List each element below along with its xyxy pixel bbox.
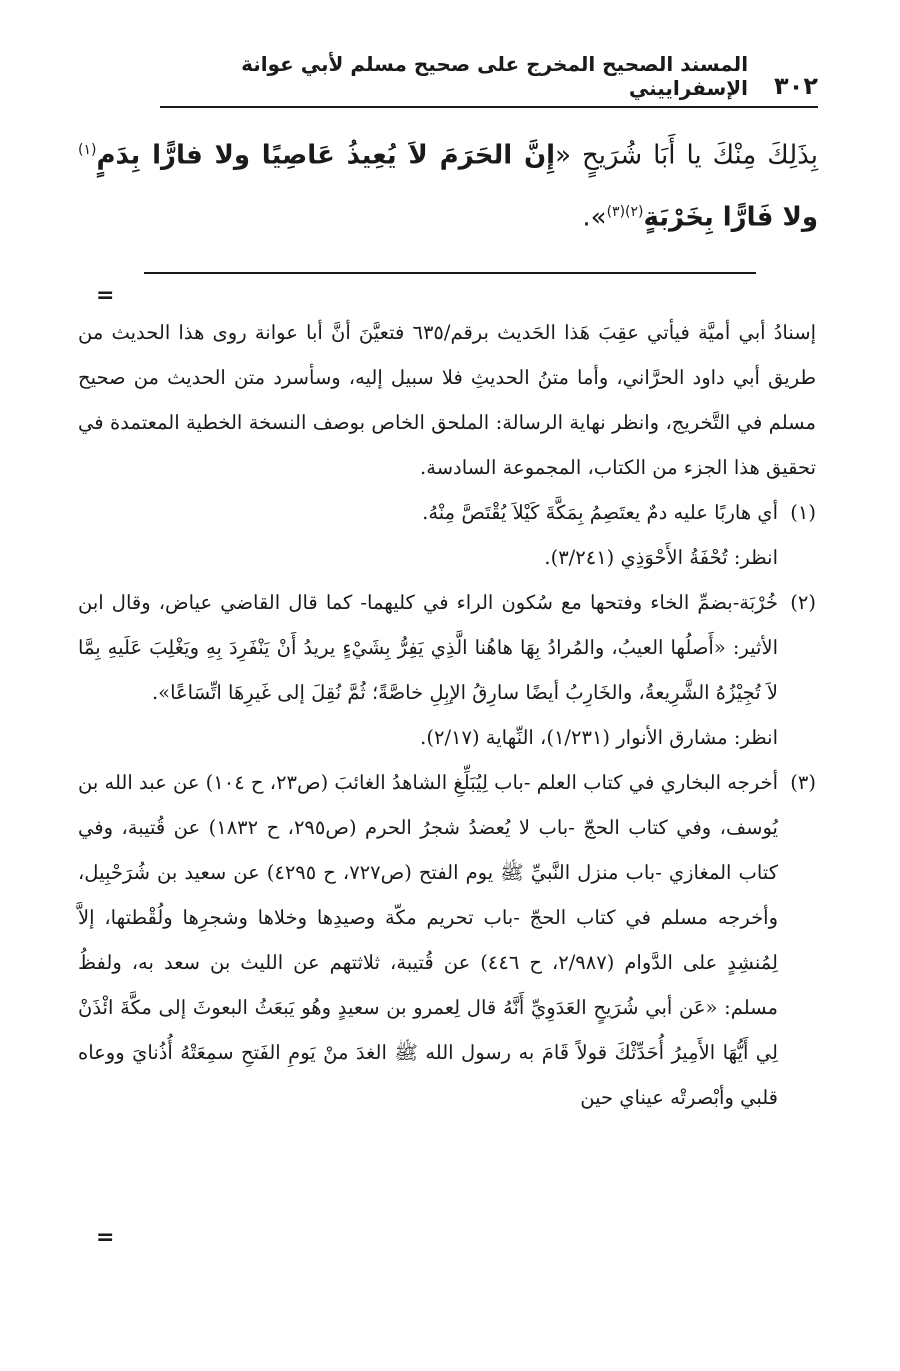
footnote-paragraph: انظر: تُحْفَةُ الأَحْوَذِي (٣/٢٤١).	[544, 546, 778, 569]
footnote-body	[78, 490, 778, 580]
footnote-paragraph: أخرجه البخاري في كتاب العلم -باب لِيُبَلِّغِ الشاهدُ الغائبَ (ص٢٣، ح ١٠٤) عن عبد الله بن يُوسف، وفي كتاب الحجّ -باب لا يُعضدُ شجرُ الحرم (ص٢٩٥، ح ١٨٣٢) عن قُتيبة، وفي كتاب المغازي -باب منزل النَّبيِّ ﷺ يوم الفتح (ص٧٢٧، ح ٤٢٩٥) عن سعيد بن شُرَحْبِيل، وأخرجه مسلم في كتاب الحجّ -باب تحريم مكّة وصيدِها وخلاها وشجرِها ولُقْطتها، إلاَّ لِمُنشِدٍ على الدَّوام (٢/٩٨٧، ح ٤٤٦) عن قُتيبة، ثلاثتهم عن الليث بن سعد به، ولفظُ مسلم: «عَن أبي شُرَيحٍ العَدَوِيِّ أَنَّهُ قال لِعمرو بن سعيدٍ وهُو يَبعَثُ البعوثَ إلى مكَّةَ ائْذَنْ لِي أَيُّهَا الأَمِيرُ أُحَدِّثْكَ قولاً قَامَ به رسول الله ﷺ الغدَ منْ يَومِ الفَتحِ سمِعَتْهُ أُذُنايَ ووعاه قلبي وأبْصرتْه عيناي حين	[78, 771, 778, 1109]
main-text	[78, 122, 818, 245]
footnote-number: (٣)	[790, 771, 816, 794]
page-header	[160, 52, 818, 108]
main-text-closing: ».	[582, 202, 607, 233]
footnote-ref-1: (١)	[78, 142, 97, 158]
footnote-body	[78, 580, 778, 760]
footnote-separator	[144, 272, 756, 274]
footnote-2	[78, 580, 816, 760]
footnotes	[78, 310, 816, 1120]
footnote-number: (٢)	[790, 591, 816, 614]
footnote-paragraph: أي هاربًا عليه دمٌ يعتَصِمُ بِمَكَّةَ كَيْلاَ يُقْتَصَّ مِنْهُ.	[422, 501, 778, 524]
footnote-1	[78, 490, 816, 580]
hadith-text-b: ولا فَارًّا بِخَرْبَةٍ	[643, 202, 818, 233]
footnote-continuation: إسنادُ أبي أميَّة فيأتي عقِبَ هَذا الحَديث برقم/٦٣٥ فتعيَّنَ أنَّ أبا عوانة روى هذا الحديث من طريق أبي داود الحرَّاني، وأما متنُ الحديثِ فلا سبيل إليه، وسأسرد متن الحديث من صحيح مسلم في التَّخريج، وانظر نهاية الرسالة: الملحق الخاص بوصف النسخة الخطية المعتمدة في تحقيق هذا الجزء من الكتاب، المجموعة السادسة.	[78, 321, 816, 479]
hadith-text-a: إِنَّ الحَرَمَ لاَ يُعِيذُ عَاصِيًا ولا فارًّا بِدَمٍ	[96, 140, 556, 171]
main-text-intro: بِذَلِكَ مِنْكَ يا أَبَا شُرَيحٍ «	[555, 140, 819, 171]
footnote-number: (١)	[790, 501, 816, 524]
footnote-ref-2-3: (٢)(٣)	[606, 203, 644, 220]
footnote-paragraph: انظر: مشارق الأنوار (١/٢٣١)، النِّهاية (٢/١٧).	[420, 726, 778, 749]
continuation-mark-top: =	[96, 283, 115, 308]
footnote-body	[78, 760, 778, 1120]
running-title: المسند الصحيح المخرج على صحيح مسلم لأبي عوانة الإسفراييني	[241, 52, 749, 100]
continuation-mark-bottom: =	[96, 1225, 115, 1250]
footnote-3	[78, 760, 816, 1120]
page-number: ٣٠٢	[774, 72, 818, 100]
footnote-paragraph: خُرْبَة-بضمِّ الخاء وفتحها مع سُكون الراء في كليهما- كما قال القاضي عياض، وقال ابن الأثير: «أَصلُها العيبُ، والمُرادُ بِهَا هاهُنا الَّذِي يَفِرُّ بِشَيْءٍ يريدُ أَنْ يَنْفَرِدَ بِهِ ويَغْلِبَ عَلَيهِ بِمَّا لاَ تُجِيْزُهُ الشَّرِيعةُ، والخَارِبُ أيضًا سارِقُ الإبِلِ خاصَّةً؛ ثُمَّ نُقِلَ إلى غَيرِهَا اتِّسَاعًا».	[78, 591, 778, 704]
